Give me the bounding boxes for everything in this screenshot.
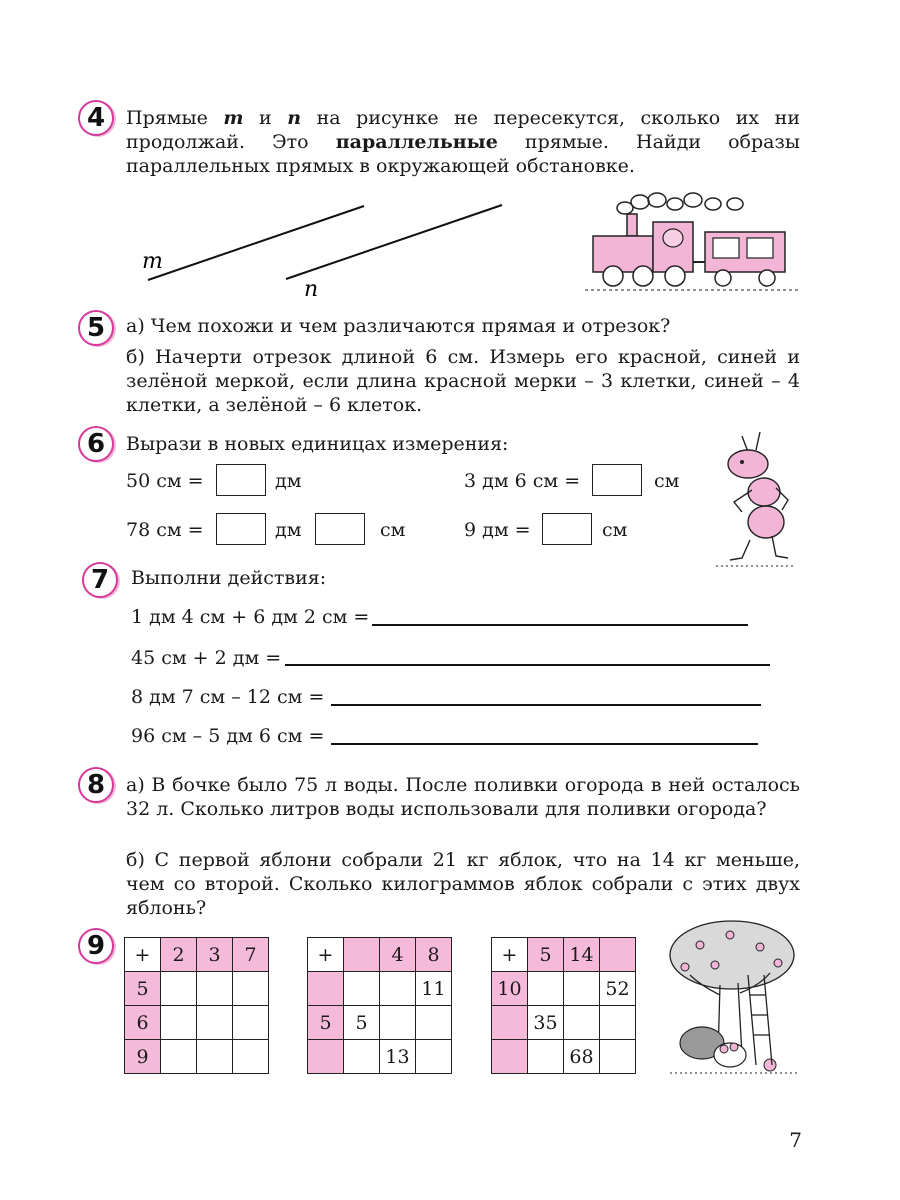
table-cell: 13: [380, 1040, 416, 1074]
task-5-number-badge: [78, 310, 114, 346]
table-header-row: [492, 938, 636, 972]
table-cell[interactable]: [233, 1006, 269, 1040]
answer-box-78cm-cm[interactable]: [315, 513, 365, 545]
answer-line[interactable]: [285, 664, 770, 666]
task-7-expression: 1 дм 4 см + 6 дм 2 см =: [131, 606, 370, 628]
task-9-number: 9: [86, 931, 106, 961]
answer-box-78cm-dm[interactable]: [216, 513, 266, 545]
table-row: [125, 1040, 269, 1074]
table-cell[interactable]: [344, 938, 380, 972]
table-row: [492, 1040, 636, 1074]
task-4-text-part: прямые. Найди образы параллельных прямых в окружающей обстановке.: [126, 131, 800, 177]
task-6-number-badge: [78, 426, 114, 462]
addition-table-1: [124, 937, 269, 1074]
answer-box-50cm-dm[interactable]: [216, 464, 266, 496]
task-5-part-b: б) Начерти отрезок длиной 6 см. Измерь его красной, синей и зелёной меркой, если длина красной мерки – 3 клетки, синей – 4 клетки, а зелёной – 6 клеток.: [126, 346, 800, 416]
table-cell[interactable]: [308, 1040, 344, 1074]
answer-line[interactable]: [372, 624, 748, 626]
table-cell[interactable]: [161, 1040, 197, 1074]
table-cell: 5: [528, 938, 564, 972]
task-8-number-badge: [78, 767, 114, 803]
table-cell[interactable]: [197, 1006, 233, 1040]
addition-table-2: [307, 937, 452, 1074]
table-cell: 9: [125, 1040, 161, 1074]
table-cell[interactable]: [416, 1040, 452, 1074]
table-cell[interactable]: [600, 1006, 636, 1040]
table-cell[interactable]: [564, 972, 600, 1006]
task-7-expression: 45 см + 2 дм =: [131, 647, 282, 669]
table-cell[interactable]: [416, 1006, 452, 1040]
page-number: 7: [789, 1128, 802, 1152]
task-7-intro: Выполни действия:: [131, 567, 327, 589]
table-cell[interactable]: [600, 938, 636, 972]
label-m: m: [142, 249, 163, 274]
unit-cm: см: [602, 519, 628, 541]
task-6-r1-right-label: 3 дм 6 см =: [464, 470, 581, 492]
ant-illustration: [712, 430, 802, 570]
task-4-number-badge: [78, 100, 114, 136]
task-4-text-part: на рисунке не пересекутся, сколько их ни продолжай. Это: [126, 107, 800, 153]
task-6-r1-left-label: 50 см =: [126, 470, 204, 492]
apple-tree-hedgehog-illustration: [660, 915, 805, 1085]
table-row: [308, 972, 452, 1006]
task-7-expression: 8 дм 7 см – 12 см =: [131, 686, 325, 708]
table-cell: 14: [564, 938, 600, 972]
task-6-r2-right-label: 9 дм =: [464, 519, 531, 541]
table-cell: +: [492, 938, 528, 972]
task-4-text-part: и: [243, 107, 288, 129]
table-row: [308, 1006, 452, 1040]
table-row: [492, 1006, 636, 1040]
table-cell[interactable]: [161, 972, 197, 1006]
task-6-r2-left-label: 78 см =: [126, 519, 204, 541]
table-cell[interactable]: [600, 1040, 636, 1074]
table-cell: 4: [380, 938, 416, 972]
table-cell[interactable]: [380, 972, 416, 1006]
table-cell[interactable]: [380, 1006, 416, 1040]
table-cell: 52: [600, 972, 636, 1006]
table-header-row: [308, 938, 452, 972]
table-cell: 68: [564, 1040, 600, 1074]
table-cell[interactable]: [528, 972, 564, 1006]
task-4-bold-word: параллельные: [335, 131, 498, 153]
table-cell: 3: [197, 938, 233, 972]
task-8-part-b: б) С первой яблони собрали 21 кг яблок, что на 14 кг меньше, чем со второй. Сколько килограммов яблок собрали с этих двух яблонь?: [126, 849, 800, 919]
task-6-intro: Вырази в новых единицах измерения:: [126, 433, 509, 455]
task-7-number: 7: [90, 565, 110, 595]
table-cell: 5: [125, 972, 161, 1006]
table-cell[interactable]: [308, 972, 344, 1006]
line-n-name: n: [287, 107, 302, 129]
task-7-number-badge: [82, 562, 118, 598]
table-cell[interactable]: [233, 1040, 269, 1074]
line-n: [286, 205, 502, 279]
table-cell[interactable]: [564, 1006, 600, 1040]
table-cell: 5: [344, 1006, 380, 1040]
table-cell[interactable]: [344, 1040, 380, 1074]
answer-line[interactable]: [331, 743, 758, 745]
table-row: [125, 1006, 269, 1040]
task-8-part-a: а) В бочке было 75 л воды. После поливки огорода в ней осталось 32 л. Сколько литров воды использовали для поливки огорода?: [126, 774, 800, 820]
table-cell: 10: [492, 972, 528, 1006]
task-4-text-part: Прямые: [126, 107, 224, 129]
table-row: [492, 972, 636, 1006]
answer-box-9dm-cm[interactable]: [542, 513, 592, 545]
table-row: [308, 1040, 452, 1074]
table-header-row: [125, 938, 269, 972]
table-cell[interactable]: [197, 1040, 233, 1074]
task-5-number: 5: [86, 313, 106, 343]
addition-table-3: [491, 937, 636, 1074]
table-cell[interactable]: [197, 972, 233, 1006]
train-illustration: [585, 190, 805, 300]
table-cell[interactable]: [492, 1040, 528, 1074]
table-cell[interactable]: [344, 972, 380, 1006]
table-cell: 2: [161, 938, 197, 972]
line-m: [148, 206, 364, 280]
task-6-number: 6: [86, 429, 106, 459]
label-n: n: [304, 277, 319, 302]
task-4-text: [126, 106, 800, 178]
unit-dm: дм: [275, 519, 302, 541]
unit-cm: см: [380, 519, 406, 541]
answer-box-3dm6cm-cm[interactable]: [592, 464, 642, 496]
task-5-part-a: а) Чем похожи и чем различаются прямая и отрезок?: [126, 315, 671, 337]
answer-line[interactable]: [331, 704, 761, 706]
table-cell[interactable]: [528, 1040, 564, 1074]
task-8-number: 8: [86, 770, 106, 800]
table-cell: 5: [308, 1006, 344, 1040]
line-m-name: m: [223, 107, 244, 129]
table-cell: 11: [416, 972, 452, 1006]
table-row: [125, 972, 269, 1006]
unit-cm: см: [654, 470, 680, 492]
task-7-expression: 96 см – 5 дм 6 см =: [131, 725, 325, 747]
table-cell: 7: [233, 938, 269, 972]
task-9-number-badge: [78, 928, 114, 964]
table-cell: 8: [416, 938, 452, 972]
unit-dm: дм: [275, 470, 302, 492]
table-cell[interactable]: [233, 972, 269, 1006]
table-cell: +: [308, 938, 344, 972]
table-cell[interactable]: [161, 1006, 197, 1040]
table-cell[interactable]: [492, 1006, 528, 1040]
table-cell: +: [125, 938, 161, 972]
task-4-number: 4: [86, 103, 106, 133]
parallel-lines-figure: [130, 195, 520, 305]
table-cell: 6: [125, 1006, 161, 1040]
table-cell: 35: [528, 1006, 564, 1040]
